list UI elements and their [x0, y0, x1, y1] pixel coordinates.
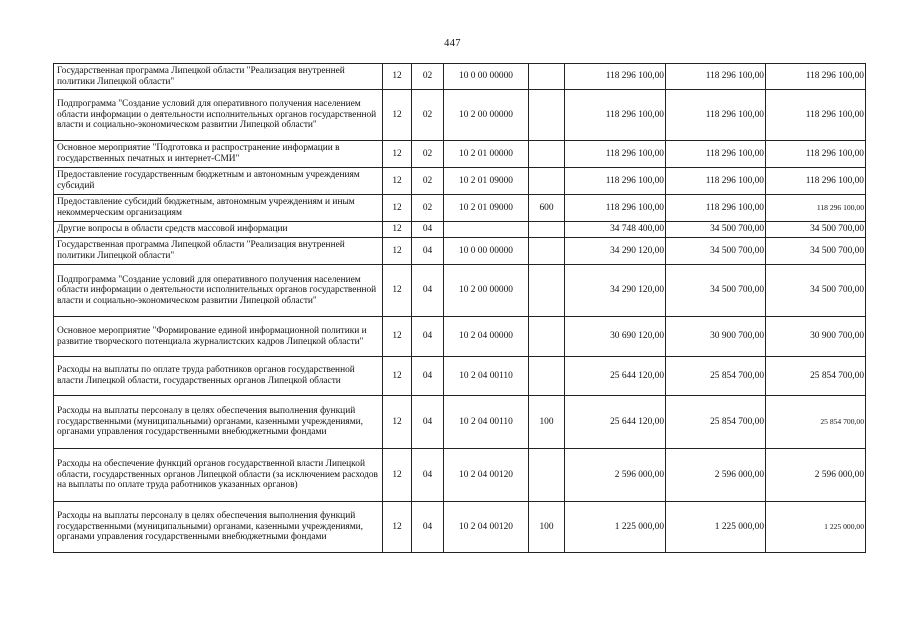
target-article-cell: 10 2 04 00110 — [444, 396, 529, 449]
target-article-cell: 10 0 00 00000 — [444, 64, 529, 90]
target-article-cell: 10 2 01 00000 — [444, 141, 529, 168]
expense-type-cell: 600 — [529, 195, 565, 222]
row-name-cell: Расходы на выплаты персоналу в целях обеспечения выполнения функций государственными (муниципальными) органами, казенными учреждениями, органами управления государственными внебюджетными фондами — [54, 502, 383, 553]
section-code-cell: 12 — [383, 141, 412, 168]
amount-year3-cell: 118 296 100,00 — [766, 90, 866, 141]
amount-year2-cell: 34 500 700,00 — [666, 238, 766, 265]
subsection-code-cell: 04 — [412, 502, 444, 553]
expense-type-cell — [529, 238, 565, 265]
section-code-cell: 12 — [383, 396, 412, 449]
section-code-cell: 12 — [383, 238, 412, 265]
target-article-cell: 10 2 01 09000 — [444, 168, 529, 195]
subsection-code-cell: 02 — [412, 90, 444, 141]
subsection-code-cell: 02 — [412, 64, 444, 90]
section-code-cell: 12 — [383, 265, 412, 317]
section-code-cell: 12 — [383, 222, 412, 238]
row-name-cell: Основное мероприятие "Формирование единой информационной политики и развитие творческого потенциала журналистских кадров Липецкой области" — [54, 317, 383, 357]
amount-year1-cell: 1 225 000,00 — [565, 502, 666, 553]
amount-year3-cell: 118 296 100,00 — [766, 195, 866, 222]
amount-year2-cell: 2 596 000,00 — [666, 449, 766, 502]
budget-table — [53, 63, 866, 553]
amount-year3-cell: 34 500 700,00 — [766, 265, 866, 317]
table-row — [54, 222, 866, 238]
amount-year3-cell: 34 500 700,00 — [766, 238, 866, 265]
amount-year1-cell: 118 296 100,00 — [565, 195, 666, 222]
table-row — [54, 195, 866, 222]
expense-type-cell — [529, 357, 565, 396]
row-name-cell: Государственная программа Липецкой области "Реализация внутренней политики Липецкой области" — [54, 64, 383, 90]
subsection-code-cell: 04 — [412, 317, 444, 357]
subsection-code-cell: 04 — [412, 449, 444, 502]
subsection-code-cell: 02 — [412, 168, 444, 195]
expense-type-cell: 100 — [529, 502, 565, 553]
section-code-cell: 12 — [383, 357, 412, 396]
subsection-code-cell: 04 — [412, 357, 444, 396]
expense-type-cell — [529, 141, 565, 168]
target-article-cell: 10 2 01 09000 — [444, 195, 529, 222]
amount-year3-cell: 25 854 700,00 — [766, 396, 866, 449]
amount-year1-cell: 34 290 120,00 — [565, 238, 666, 265]
subsection-code-cell: 04 — [412, 396, 444, 449]
amount-year1-cell: 34 290 120,00 — [565, 265, 666, 317]
subsection-code-cell: 04 — [412, 222, 444, 238]
amount-year3-cell: 118 296 100,00 — [766, 141, 866, 168]
amount-year3-cell: 2 596 000,00 — [766, 449, 866, 502]
amount-year3-cell: 1 225 000,00 — [766, 502, 866, 553]
amount-year2-cell: 25 854 700,00 — [666, 396, 766, 449]
section-code-cell: 12 — [383, 64, 412, 90]
row-name-cell: Государственная программа Липецкой области "Реализация внутренней политики Липецкой области" — [54, 238, 383, 265]
amount-year2-cell: 118 296 100,00 — [666, 195, 766, 222]
table-row — [54, 317, 866, 357]
amount-year2-cell: 118 296 100,00 — [666, 90, 766, 141]
table-row — [54, 502, 866, 553]
amount-year1-cell: 34 748 400,00 — [565, 222, 666, 238]
amount-year1-cell: 118 296 100,00 — [565, 90, 666, 141]
section-code-cell: 12 — [383, 317, 412, 357]
table-row — [54, 90, 866, 141]
target-article-cell: 10 2 04 00000 — [444, 317, 529, 357]
row-name-cell: Расходы на обеспечение функций органов государственной власти Липецкой области, государственных органов Липецкой области (за исключением расходов на выплаты по оплате труда работников указанных органов) — [54, 449, 383, 502]
row-name-cell: Предоставление субсидий бюджетным, автономным учреждениям и иным некоммерческим организациям — [54, 195, 383, 222]
subsection-code-cell: 02 — [412, 141, 444, 168]
amount-year2-cell: 30 900 700,00 — [666, 317, 766, 357]
target-article-cell: 10 2 04 00120 — [444, 502, 529, 553]
page-number: 447 — [444, 38, 461, 49]
amount-year3-cell: 118 296 100,00 — [766, 168, 866, 195]
table-row — [54, 396, 866, 449]
amount-year2-cell: 118 296 100,00 — [666, 64, 766, 90]
amount-year2-cell: 118 296 100,00 — [666, 168, 766, 195]
amount-year3-cell: 118 296 100,00 — [766, 64, 866, 90]
row-name-cell: Подпрограмма "Создание условий для оперативного получения населением области информации о деятельности исполнительных органов государственной власти и социально-экономическом развитии Липецкой области" — [54, 265, 383, 317]
target-article-cell: 10 2 00 00000 — [444, 265, 529, 317]
table-row — [54, 238, 866, 265]
amount-year2-cell: 1 225 000,00 — [666, 502, 766, 553]
row-name-cell: Расходы на выплаты по оплате труда работников органов государственной власти Липецкой области, государственных органов Липецкой области — [54, 357, 383, 396]
table-row — [54, 64, 866, 90]
section-code-cell: 12 — [383, 90, 412, 141]
subsection-code-cell: 04 — [412, 265, 444, 317]
amount-year1-cell: 25 644 120,00 — [565, 396, 666, 449]
section-code-cell: 12 — [383, 502, 412, 553]
amount-year3-cell: 30 900 700,00 — [766, 317, 866, 357]
expense-type-cell — [529, 317, 565, 357]
table-body — [54, 64, 866, 553]
table-row — [54, 449, 866, 502]
row-name-cell: Расходы на выплаты персоналу в целях обеспечения выполнения функций государственными (муниципальными) органами, казенными учреждениями, органами управления государственными внебюджетными фондами — [54, 396, 383, 449]
amount-year2-cell: 118 296 100,00 — [666, 141, 766, 168]
row-name-cell: Другие вопросы в области средств массовой информации — [54, 222, 383, 238]
expense-type-cell — [529, 265, 565, 317]
amount-year1-cell: 118 296 100,00 — [565, 168, 666, 195]
amount-year1-cell: 25 644 120,00 — [565, 357, 666, 396]
amount-year1-cell: 118 296 100,00 — [565, 141, 666, 168]
expense-type-cell — [529, 64, 565, 90]
row-name-cell: Подпрограмма "Создание условий для оперативного получения населением области информации о деятельности исполнительных органов государственной власти и социально-экономическом развитии Липецкой области" — [54, 90, 383, 141]
subsection-code-cell: 04 — [412, 238, 444, 265]
amount-year1-cell: 2 596 000,00 — [565, 449, 666, 502]
table-row — [54, 168, 866, 195]
row-name-cell: Основное мероприятие "Подготовка и распространение информации в государственных печатных и интернет-СМИ" — [54, 141, 383, 168]
table-row — [54, 357, 866, 396]
expense-type-cell — [529, 90, 565, 141]
expense-type-cell: 100 — [529, 396, 565, 449]
amount-year2-cell: 34 500 700,00 — [666, 222, 766, 238]
target-article-cell: 10 2 04 00120 — [444, 449, 529, 502]
table-row — [54, 265, 866, 317]
target-article-cell — [444, 222, 529, 238]
expense-type-cell — [529, 222, 565, 238]
section-code-cell: 12 — [383, 168, 412, 195]
target-article-cell: 10 2 00 00000 — [444, 90, 529, 141]
subsection-code-cell: 02 — [412, 195, 444, 222]
expense-type-cell — [529, 168, 565, 195]
amount-year3-cell: 25 854 700,00 — [766, 357, 866, 396]
section-code-cell: 12 — [383, 449, 412, 502]
amount-year1-cell: 118 296 100,00 — [565, 64, 666, 90]
amount-year2-cell: 34 500 700,00 — [666, 265, 766, 317]
target-article-cell: 10 2 04 00110 — [444, 357, 529, 396]
expense-type-cell — [529, 449, 565, 502]
target-article-cell: 10 0 00 00000 — [444, 238, 529, 265]
row-name-cell: Предоставление государственным бюджетным и автономным учреждениям субсидий — [54, 168, 383, 195]
amount-year2-cell: 25 854 700,00 — [666, 357, 766, 396]
amount-year1-cell: 30 690 120,00 — [565, 317, 666, 357]
amount-year3-cell: 34 500 700,00 — [766, 222, 866, 238]
table-row — [54, 141, 866, 168]
section-code-cell: 12 — [383, 195, 412, 222]
